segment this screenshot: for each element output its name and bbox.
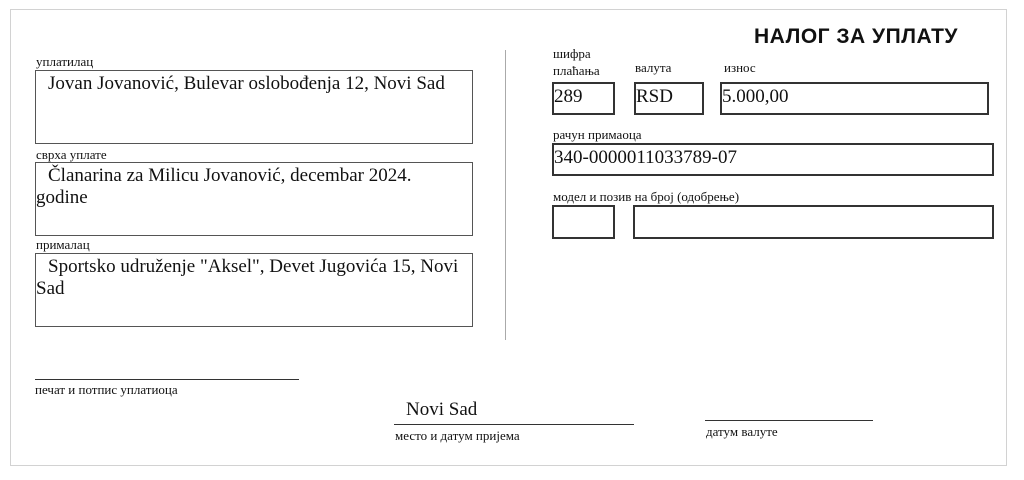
reference-number-field[interactable]: [633, 205, 994, 239]
payment-code-value: 289: [554, 86, 583, 107]
place-value: Novi Sad: [406, 399, 478, 420]
value-date-line: [705, 420, 873, 421]
account-field[interactable]: [552, 143, 994, 176]
stamp-signature-label: печат и потпис уплатиоца: [35, 382, 178, 397]
payer-field[interactable]: [35, 70, 473, 144]
recipient-label: прималац: [36, 237, 90, 252]
model-field[interactable]: [552, 205, 615, 239]
purpose-label: сврха уплате: [36, 147, 107, 162]
payer-value: Jovan Jovanović, Bulevar oslobođenja 12, Novi Sad: [48, 73, 445, 94]
column-divider: [505, 50, 506, 340]
value-date-label: датум валуте: [706, 424, 778, 439]
account-value: 340-0000011033789-07: [554, 147, 737, 168]
signature-line: [35, 379, 299, 380]
currency-label: валута: [635, 60, 672, 75]
recipient-value: Sportsko udruženje "Aksel", Devet Jugovića 15, Novi Sad: [36, 256, 459, 299]
currency-value: RSD: [636, 86, 673, 107]
recipient-field[interactable]: [35, 253, 473, 327]
place-date-label: место и датум пријема: [395, 428, 520, 443]
model-label: модел и позив на број (одобрење): [553, 189, 740, 204]
form-title: НАЛОГ ЗА УПЛАТУ: [754, 25, 958, 48]
amount-value: 5.000,00: [722, 86, 789, 107]
amount-field[interactable]: [720, 82, 989, 115]
purpose-field[interactable]: [35, 162, 473, 236]
currency-field[interactable]: [634, 82, 704, 115]
amount-label: износ: [724, 60, 756, 75]
purpose-value: Članarina za Milicu Jovanović, decembar 2024. godine: [36, 165, 412, 208]
place-date-line: [394, 424, 634, 425]
account-label: рачун примаоца: [553, 127, 642, 142]
payer-label: уплатилац: [36, 54, 94, 69]
payment-code-label: шифра плаћања: [553, 46, 600, 78]
payment-code-field[interactable]: [552, 82, 615, 115]
